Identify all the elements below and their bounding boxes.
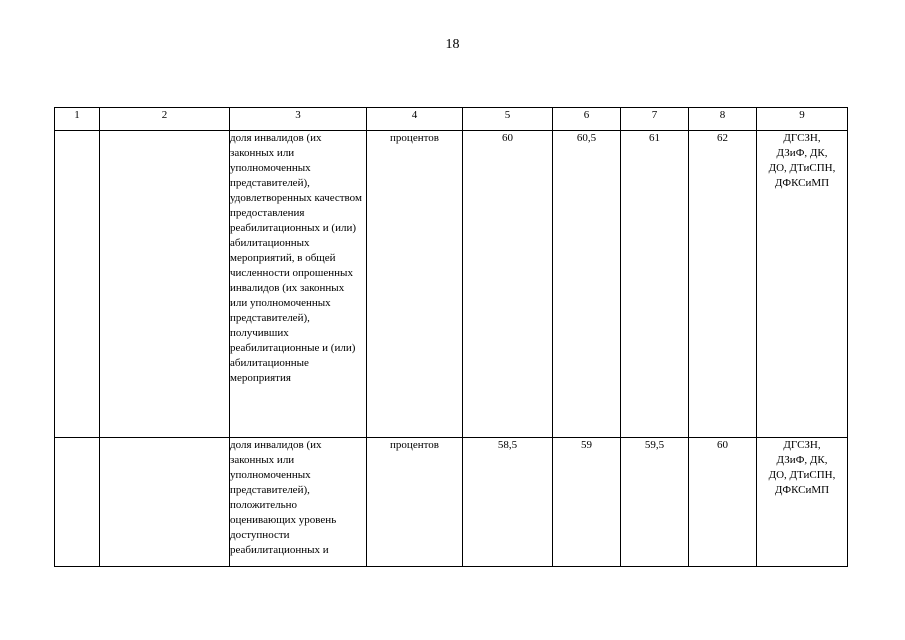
column-header: 5 bbox=[463, 108, 553, 131]
cell-indicator bbox=[230, 131, 367, 438]
cell-value-col7: 59,5 bbox=[621, 438, 689, 567]
cell-task bbox=[100, 438, 230, 567]
cell-value-col5: 58,5 bbox=[463, 438, 553, 567]
table-header-row bbox=[55, 108, 848, 131]
cell-value-col5: 60 bbox=[463, 131, 553, 438]
cell-number bbox=[55, 131, 100, 438]
table-row bbox=[55, 131, 848, 438]
column-header: 8 bbox=[689, 108, 757, 131]
cell-unit: процентов bbox=[367, 438, 463, 567]
executors-text: ДГСЗН, ДЗиФ, ДК, ДО, ДТиСПН, ДФКСиМП bbox=[768, 132, 836, 189]
executors-text: ДГСЗН, ДЗиФ, ДК, ДО, ДТиСПН, ДФКСиМП bbox=[768, 439, 836, 496]
indicator-text: доля инвалидов (их законных или уполномоченных представителей), удовлетворенных качеством предоставления реабилитационных и (или) абилитационных мероприятий, в общей численности опрошенных инвалидов (их законных или уполномоченных представителей), получивших реабилитационные и (или) абилитационные мероприятия bbox=[230, 132, 362, 384]
column-header: 7 bbox=[621, 108, 689, 131]
column-header: 6 bbox=[553, 108, 621, 131]
cell-value-col8: 62 bbox=[689, 131, 757, 438]
cell-task bbox=[100, 131, 230, 438]
indicator-text: доля инвалидов (их законных или уполномоченных представителей), положительно оценивающих уровень доступности реабилитационных и bbox=[230, 439, 337, 556]
column-header: 9 bbox=[757, 108, 848, 131]
cell-unit: процентов bbox=[367, 131, 463, 438]
cell-number bbox=[55, 438, 100, 567]
column-header: 3 bbox=[230, 108, 367, 131]
cell-value-col7: 61 bbox=[621, 131, 689, 438]
cell-value-col8: 60 bbox=[689, 438, 757, 567]
cell-executors bbox=[757, 438, 848, 567]
page-number: 18 bbox=[445, 37, 460, 52]
cell-value-col6: 59 bbox=[553, 438, 621, 567]
column-header: 1 bbox=[55, 108, 100, 131]
column-header: 2 bbox=[100, 108, 230, 131]
table-row bbox=[55, 438, 848, 567]
cell-indicator bbox=[230, 438, 367, 567]
cell-value-col6: 60,5 bbox=[553, 131, 621, 438]
cell-executors bbox=[757, 131, 848, 438]
column-header: 4 bbox=[367, 108, 463, 131]
indicators-table bbox=[54, 107, 848, 567]
